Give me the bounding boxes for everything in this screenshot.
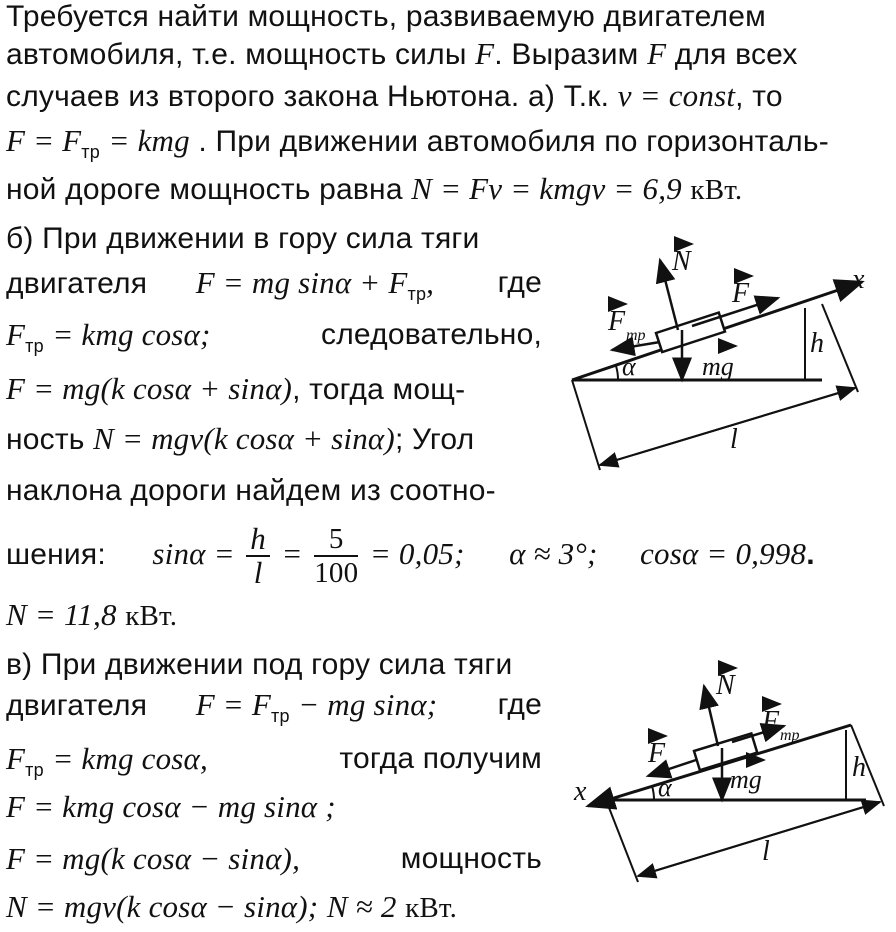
- text: двигателя: [6, 267, 148, 300]
- text: автомобиля, т.е. мощность силы: [6, 38, 467, 71]
- formula: F = kmg cosα − mg sinα ;: [6, 789, 336, 824]
- label-Ftr-sub: тр: [780, 727, 800, 744]
- text: . При движении автомобиля по горизонталь-: [198, 125, 829, 158]
- label-Ftr: F: [762, 706, 780, 737]
- text: . Выразим: [494, 38, 639, 71]
- text-line: [6, 742, 546, 787]
- text: тогда получим: [339, 742, 542, 775]
- text: для всех: [674, 38, 798, 71]
- text-line: [6, 372, 465, 407]
- text: случаев из второго закона Ньютона. а) Т.к.: [6, 80, 610, 113]
- formula: N ≈ 2: [326, 889, 397, 924]
- text-line: [6, 474, 496, 508]
- text: наклона дороги найдем из соотно-: [6, 474, 496, 507]
- downhill-diagram: [566, 650, 892, 890]
- label-N: N: [716, 670, 735, 701]
- text: Требуется найти мощность, развиваемую двигателем: [6, 0, 766, 33]
- text: ной дороге мощность равна: [6, 173, 403, 206]
- formula: F = mg(k cosα − sinα): [6, 841, 293, 876]
- formula: N = mgv(k cosα − sinα): [6, 889, 308, 924]
- subscript: тр: [81, 142, 100, 162]
- label-F: F: [648, 738, 666, 769]
- label-alpha: α: [658, 773, 672, 802]
- label-h: h: [852, 752, 866, 783]
- formula: N = mgv(k cosα + sinα): [93, 421, 395, 456]
- label-alpha: α: [622, 352, 636, 381]
- text-line: [6, 37, 798, 72]
- text-line: [6, 422, 474, 457]
- formula: = kmg cosα: [52, 741, 201, 776]
- text: следовательно,: [321, 318, 542, 351]
- text: в) При движении под гору сила тяги: [6, 648, 513, 681]
- subscript: тр: [271, 706, 290, 726]
- text-line: [6, 0, 766, 34]
- formula: α ≈ 3°: [509, 536, 587, 571]
- formula: ,: [426, 265, 435, 300]
- subscript: тр: [25, 760, 44, 780]
- text-line: [6, 890, 457, 925]
- formula: ,: [292, 841, 301, 876]
- formula: = 0,05: [369, 536, 454, 571]
- formula: F: [475, 36, 495, 71]
- label-x: x: [852, 264, 865, 295]
- label-x: x: [574, 776, 587, 807]
- text: ; Угол: [394, 423, 475, 456]
- formula: F = mg sinα + F: [195, 265, 408, 300]
- label-l: l: [762, 836, 770, 867]
- label-l: l: [730, 424, 738, 455]
- formula: = kmg: [108, 123, 190, 158]
- formula: ;: [200, 317, 211, 352]
- formula: F = F: [6, 123, 82, 158]
- formula: ;: [586, 536, 598, 571]
- subscript: тр: [25, 336, 44, 356]
- unit: кВт.: [690, 174, 743, 206]
- fraction-5-100: $\frac{5}{100}$: [314, 523, 359, 590]
- text-line: [6, 172, 742, 207]
- text-line: [6, 124, 829, 169]
- text-line: [6, 266, 546, 311]
- text-line: [6, 79, 783, 114]
- label-mg: mg: [730, 765, 762, 794]
- formula: F = mg(k cosα + sinα): [6, 371, 293, 406]
- formula: =: [281, 536, 303, 571]
- subscript: тр: [407, 284, 427, 304]
- formula: F: [6, 317, 26, 352]
- formula: sinα =: [152, 536, 235, 571]
- text-line: [6, 688, 546, 733]
- text: где: [497, 688, 542, 721]
- text: б) При движении в гору сила тяги: [6, 222, 480, 255]
- formula: F: [647, 36, 667, 71]
- formula: cosα = 0,998: [640, 536, 807, 571]
- text-line: [6, 842, 546, 877]
- formula: − mg sinα: [298, 687, 427, 722]
- text-line: [6, 222, 480, 256]
- text: .: [806, 538, 815, 571]
- text: , то: [735, 80, 783, 113]
- text: шения:: [6, 538, 106, 571]
- label-mg: mg: [702, 352, 734, 381]
- unit: кВт.: [125, 600, 178, 632]
- label-Ftr-sub: тр: [626, 327, 646, 344]
- label-h: h: [810, 328, 824, 359]
- text: ность: [6, 423, 85, 456]
- formula: = kmg cosα: [52, 317, 201, 352]
- fraction-h-l: $\frac{h}{l}$: [246, 523, 270, 589]
- unit: кВт.: [405, 892, 458, 924]
- text: двигателя: [6, 689, 148, 722]
- text-line: [6, 648, 513, 682]
- formula: v = const: [617, 78, 736, 113]
- uphill-diagram: [560, 230, 890, 480]
- formula: ;: [453, 536, 465, 571]
- formula: F = F: [195, 687, 271, 722]
- label-F: F: [732, 278, 750, 309]
- text-line: [6, 514, 815, 595]
- formula: N = 11,8: [6, 597, 117, 632]
- text-line: [6, 790, 336, 825]
- label-N: N: [672, 246, 691, 277]
- formula: ;: [307, 889, 319, 924]
- formula: ,: [200, 741, 208, 776]
- text: , тогда мощ-: [292, 373, 466, 406]
- text: мощность: [400, 842, 542, 875]
- formula: F: [6, 741, 26, 776]
- text: где: [497, 266, 542, 299]
- label-Ftr: F: [608, 306, 626, 337]
- formula: N = Fv = kmgv = 6,9: [411, 171, 682, 206]
- text-line: [6, 598, 177, 633]
- formula: ;: [426, 687, 438, 722]
- text-line: [6, 318, 546, 363]
